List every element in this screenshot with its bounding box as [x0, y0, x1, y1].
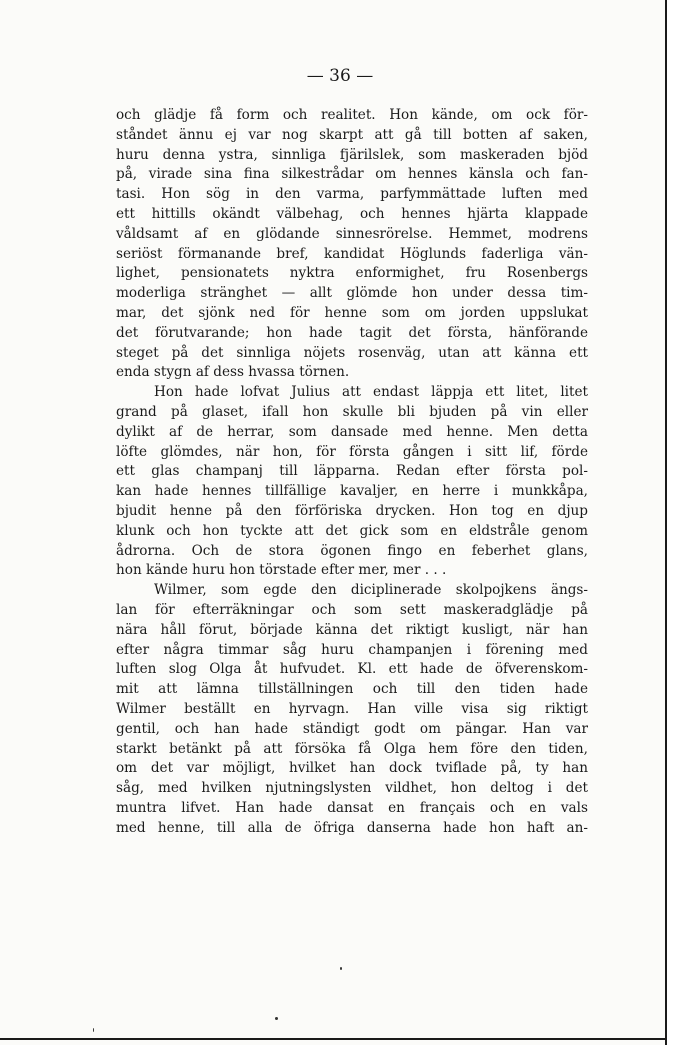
text-line: enda stygn af dess hvassa törnen. — [116, 364, 350, 381]
text-line: ett hittills okändt välbehag, och hennes hjärta klappade — [116, 205, 588, 222]
text-line: muntra lifvet. Han hade dansat en français och en vals — [116, 799, 588, 816]
text-line: ståndet ännu ej var nog skarpt att gå till botten af saken, — [116, 126, 588, 143]
text-line: gentil, och han hade ständigt godt om pängar. Han var — [116, 720, 588, 737]
text-line: ett glas champanj till läpparna. Redan efter första pol- — [116, 463, 588, 480]
text-line: mar, det sjönk ned för henne som om jorden uppslukat — [116, 304, 588, 321]
text-line: och glädje få form och realitet. Hon kände, om ock för- — [116, 107, 588, 123]
text-line: kan hade hennes tillfällige kavaljer, en herre i munkkåpa, — [116, 483, 588, 500]
text-line: huru denna ystra, sinnliga fjärilslek, som maskeraden bjöd — [116, 146, 588, 163]
page-edge-right — [665, 0, 667, 1045]
text-line: steget på det sinnliga nöjets rosenväg, utan att känna ett — [116, 344, 588, 361]
text-line: tasi. Hon sög in den varma, parfymmättade luften med — [116, 186, 588, 203]
text-line: det förutvarande; hon hade tagit det första, hänförande — [116, 324, 588, 341]
text-line: med henne, till alla de öfriga danserna hade hon haft an- — [116, 819, 588, 836]
text-line: efter några timmar såg huru champanjen i förening med — [116, 641, 588, 658]
text-line: dylikt af de herrar, som dansade med henne. Men detta — [116, 423, 588, 440]
text-line: lighet, pensionatets nyktra enformighet, fru Rosenbergs — [116, 265, 588, 282]
page-body-text — [116, 106, 588, 838]
text-line: Wilmer, som egde den diciplinerade skolpojkens ängs- — [154, 582, 588, 599]
paper-speck — [275, 1017, 278, 1020]
text-line: ådrorna. Och de stora ögonen fingo en feberhet glans, — [116, 542, 588, 559]
text-line: luften slog Olga åt hufvudet. Kl. ett hade de öfverenskom- — [116, 661, 588, 678]
text-line: grand på glaset, ifall hon skulle bli bjuden på vin eller — [116, 403, 588, 420]
text-line: mit att lämna tillställningen och till den tiden hade — [116, 681, 588, 698]
text-line: våldsamt af en glödande sinnesrörelse. Hemmet, modrens — [116, 225, 588, 242]
text-line: starkt betänkt på att försöka få Olga hem före den tiden, — [116, 740, 588, 757]
text-line: hon kände huru hon törstade efter mer, mer . . . — [116, 562, 447, 579]
text-line: nära håll förut, började känna det riktigt kusligt, när han — [116, 621, 588, 638]
text-line: på, virade sina fina silkestrådar om hennes känsla och fan- — [116, 166, 588, 183]
text-line: löfte glömdes, när hon, för första gången i sitt lif, förde — [116, 443, 588, 460]
text-line: såg, med hvilken njutningslysten vildhet, hon deltog i det — [116, 780, 588, 797]
page-edge-bottom — [0, 1038, 667, 1040]
page-number: — 36 — — [306, 66, 374, 86]
text-line: klunk och hon tyckte att det gick som en eldstråle genom — [116, 522, 588, 539]
paper-speck — [340, 967, 342, 970]
text-line: om det var möjligt, hvilket han dock tviflade på, ty han — [116, 760, 588, 777]
text-line: Wilmer beställt en hyrvagn. Han ville visa sig riktigt — [116, 700, 588, 717]
text-line: bjudit henne på den förföriska drycken. Hon tog en djup — [116, 502, 588, 519]
paper-speck — [93, 1028, 94, 1032]
text-line: moderliga stränghet — allt glömde hon under dessa tim- — [116, 285, 588, 302]
text-line: seriöst förmanande bref, kandidat Höglunds faderliga vän- — [116, 245, 588, 262]
text-line: lan för efterräkningar och som sett maskeradglädje på — [116, 601, 588, 618]
text-line: Hon hade lofvat Julius att endast läppja ett litet, litet — [154, 384, 588, 401]
